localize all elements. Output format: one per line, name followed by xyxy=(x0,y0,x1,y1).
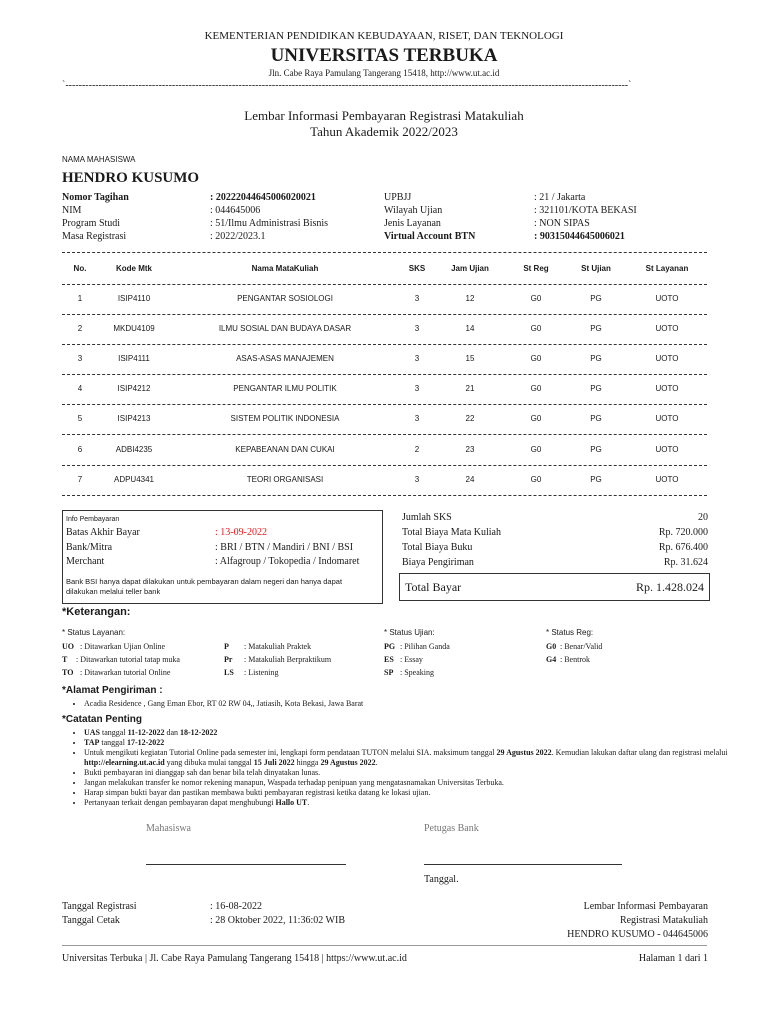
print-date-value: : 28 Oktober 2022, 11:36:02 WIB xyxy=(210,915,345,926)
row-kode: ADPU4341 xyxy=(113,475,155,484)
exam-region-value: : 321101/KOTA BEKASI xyxy=(534,205,637,216)
upbjj-label: UPBJJ xyxy=(384,192,412,203)
course-fee-value: Rp. 720.000 xyxy=(658,527,708,538)
footer-rule xyxy=(62,945,707,946)
row-sks: 3 xyxy=(414,414,420,423)
ministry-name: KEMENTERIAN PENDIDIKAN KEBUDAYAAN, RISET, DAN TEKNOLOGI xyxy=(204,30,564,42)
reg-status-title: * Status Reg: xyxy=(546,628,594,637)
row-jam: 21 xyxy=(465,384,475,393)
header-kode: Kode Mtk xyxy=(116,264,152,273)
header-st-layanan: St Layanan xyxy=(645,264,689,273)
bsi-note: Bank BSI hanya dapat dilakukan untuk pembayaran dalam negeri dan hanya dapat dilakukan melalui teller bank xyxy=(66,577,343,596)
status-desc: : Pilihan Ganda xyxy=(400,642,450,651)
course-fee-label: Total Biaya Mata Kuliah xyxy=(402,527,501,538)
row-nama: TEORI ORGANISASI xyxy=(246,475,324,484)
bank-label: Bank/Mitra xyxy=(66,542,113,553)
note-valid-proof: • Bukti pembayaran ini dianggap sah dan benar bila telah dinyatakan lunas. xyxy=(84,768,729,778)
total-label: Total Bayar xyxy=(405,580,462,594)
row-st-ujian: PG xyxy=(590,324,602,333)
registration-date-value: : 16-08-2022 xyxy=(210,901,262,912)
merchant-value: : Alfagroup / Tokopedia / Indomaret xyxy=(215,556,360,567)
book-fee-label: Total Biaya Buku xyxy=(402,542,473,553)
deadline-label: Batas Akhir Bayar xyxy=(66,527,140,538)
note-keep-proof: • Harap simpan bukti bayar dan pastikan membawa bukti pembayaran registrasi ketika datang ke lokasi ujian. xyxy=(84,788,729,798)
table-row xyxy=(62,445,707,459)
row-sks: 3 xyxy=(414,475,420,484)
status-desc: : Bentrok xyxy=(560,655,590,664)
status-code: G4 xyxy=(546,655,557,664)
status-code: G0 xyxy=(546,642,557,651)
note-uas: • UAS tanggal 11-12-2022 dan 18-12-2022 xyxy=(84,728,729,738)
status-code: LS xyxy=(224,668,234,677)
row-no: 1 xyxy=(77,294,83,303)
table-row xyxy=(62,354,707,368)
row-nama: PENGANTAR SOSIOLOGI xyxy=(237,294,333,303)
row-st-ujian: PG xyxy=(590,475,602,484)
notes-title: *Keterangan: xyxy=(62,606,131,618)
status-desc: : Matakuliah Praktek xyxy=(244,642,312,651)
header-st-ujian: St Ujian xyxy=(581,264,611,273)
sks-total-label: Jumlah SKS xyxy=(402,512,452,523)
doc-owner: HENDRO KUSUMO - 044645006 xyxy=(567,929,708,940)
row-sks: 3 xyxy=(414,294,420,303)
student-signature-line xyxy=(146,864,346,865)
important-notes-list xyxy=(62,728,729,808)
row-sks: 3 xyxy=(414,384,420,393)
table-row xyxy=(62,294,707,308)
status-code: TO xyxy=(62,668,74,677)
program-value: : 51/Ilmu Administrasi Bisnis xyxy=(210,218,329,229)
row-st-ujian: PG xyxy=(590,384,602,393)
shipping-fee-label: Biaya Pengiriman xyxy=(402,557,474,568)
period-label: Masa Registrasi xyxy=(62,231,127,242)
row-sks: 3 xyxy=(414,354,420,363)
row-sks: 3 xyxy=(414,324,420,333)
status-desc: : Listening xyxy=(244,668,279,677)
row-st-reg: G0 xyxy=(530,475,542,484)
row-st-reg: G0 xyxy=(530,354,542,363)
row-st-reg: G0 xyxy=(530,445,542,454)
note-contact: • Pertanyaan terkait dengan pembayaran dapat menghubungi Hallo UT. xyxy=(84,798,729,808)
row-rule xyxy=(62,404,707,405)
payment-info-title: Info Pembayaran xyxy=(66,516,120,523)
status-desc: : Essay xyxy=(400,655,423,664)
period-value: : 2022/2023.1 xyxy=(210,231,266,242)
row-kode: ISIP4212 xyxy=(117,384,151,393)
note-tap: • TAP tanggal 17-12-2022 xyxy=(84,738,729,748)
row-jam: 12 xyxy=(465,294,475,303)
status-desc: : Ditawarkan tutorial Online xyxy=(80,668,171,677)
status-desc: : Ditawarkan Ujian Online xyxy=(80,642,166,651)
exam-region-label: Wilayah Ujian xyxy=(384,205,443,216)
footer-address: Universitas Terbuka | Jl. Cabe Raya Pamulang Tangerang 15418 | https://www.ut.ac.id xyxy=(62,953,407,964)
status-code: UO xyxy=(62,642,74,651)
print-date-label: Tanggal Cetak xyxy=(62,915,120,926)
status-code: P xyxy=(224,642,229,651)
bank-signature-line xyxy=(424,864,622,865)
row-nama: ASAS-ASAS MANAJEMEN xyxy=(236,354,334,363)
row-st-layanan: UOTO xyxy=(655,445,679,454)
invoice-number-value: : 20222044645006020021 xyxy=(210,192,316,203)
row-st-ujian: PG xyxy=(590,354,602,363)
row-rule xyxy=(62,344,707,345)
university-name: UNIVERSITAS TERBUKA xyxy=(270,45,498,66)
table-header-row xyxy=(62,264,707,278)
table-row xyxy=(62,324,707,338)
header-no: No. xyxy=(73,264,87,273)
note-fraud-warning: • Jangan melakukan transfer ke nomor rekening manapun, Waspada terhadap penipuan yang mengatasnamakan Universitas Terbuka. xyxy=(84,778,729,788)
row-st-reg: G0 xyxy=(530,414,542,423)
row-sks: 2 xyxy=(414,445,420,454)
row-no: 4 xyxy=(77,384,83,393)
total-box xyxy=(399,573,710,601)
table-bottom-rule xyxy=(62,495,707,496)
important-notes-title: *Catatan Penting xyxy=(62,714,143,725)
header-sks: SKS xyxy=(408,264,426,273)
row-jam: 22 xyxy=(465,414,475,423)
shipping-address-value: • Acadia Residence , Gang Eman Ebor, RT 02 RW 04,, Jatiasih, Kota Bekasi, Jawa Barat xyxy=(84,699,724,709)
virtual-account-value: : 90315044645006021 xyxy=(534,231,625,242)
row-no: 3 xyxy=(77,354,83,363)
total-value: Rp. 1.428.024 xyxy=(635,580,704,594)
table-top-rule xyxy=(62,252,707,253)
doc-type-line2: Registrasi Matakuliah xyxy=(619,915,708,926)
registration-date-label: Tanggal Registrasi xyxy=(62,901,137,912)
status-code: ES xyxy=(384,655,394,664)
shipping-address-title: *Alamat Pengiriman : xyxy=(62,685,163,696)
row-nama: KEPABEANAN DAN CUKAI xyxy=(235,445,335,454)
row-rule xyxy=(62,374,707,375)
service-type-label: Jenis Layanan xyxy=(384,218,441,229)
row-jam: 14 xyxy=(465,324,475,333)
upbjj-value: : 21 / Jakarta xyxy=(534,192,586,203)
row-st-ujian: PG xyxy=(590,445,602,454)
page-number: Halaman 1 dari 1 xyxy=(638,953,708,964)
table-row xyxy=(62,414,707,428)
header-st-reg: St Reg xyxy=(523,264,549,273)
row-nama: ILMU SOSIAL DAN BUDAYA DASAR xyxy=(218,324,352,333)
row-rule xyxy=(62,314,707,315)
book-fee-value: Rp. 676.400 xyxy=(658,542,708,553)
status-code: PG xyxy=(384,642,396,651)
row-no: 7 xyxy=(77,475,83,484)
note-tuton: • Untuk mengikuti kegiatan Tutorial Online pada semester ini, lengkapi form pendataan TUTON melalui SIA. maksimum tanggal 29 Agustus 2022. Kemudian lakukan daftar ulang dan registrasi melalui http://elearning.ut.ac.id yang dibuka mulai tanggal 15 Juli 2022 hingga 29 Agustus 2022. xyxy=(84,748,729,768)
status-code: T xyxy=(62,655,68,664)
row-jam: 24 xyxy=(465,475,475,484)
row-st-layanan: UOTO xyxy=(655,475,679,484)
row-no: 2 xyxy=(77,324,83,333)
program-label: Program Studi xyxy=(62,218,121,229)
row-st-reg: G0 xyxy=(530,324,542,333)
academic-year: Tahun Akademik 2022/2023 xyxy=(310,124,458,139)
doc-type-line1: Lembar Informasi Pembayaran xyxy=(583,901,708,912)
row-st-ujian: PG xyxy=(590,294,602,303)
row-st-reg: G0 xyxy=(530,294,542,303)
virtual-account-label: Virtual Account BTN xyxy=(384,231,476,242)
row-kode: ISIP4213 xyxy=(117,414,151,423)
service-status-title: * Status Layanan: xyxy=(62,628,126,637)
row-no: 5 xyxy=(77,414,83,423)
row-st-layanan: UOTO xyxy=(655,354,679,363)
student-name: HENDRO KUSUMO xyxy=(62,170,200,186)
row-jam: 15 xyxy=(465,354,475,363)
document-title: Lembar Informasi Pembayaran Registrasi Matakuliah xyxy=(244,108,524,123)
row-st-reg: G0 xyxy=(530,384,542,393)
invoice-number-label: Nomor Tagihan xyxy=(62,192,129,203)
row-kode: ISIP4110 xyxy=(117,294,151,303)
status-desc: : Ditawarkan tutorial tatap muka xyxy=(76,655,180,664)
nim-value: : 044645006 xyxy=(210,205,261,216)
status-code: Pr xyxy=(224,655,233,664)
row-nama: SISTEM POLITIK INDONESIA xyxy=(230,414,340,423)
payment-info-box xyxy=(62,510,383,604)
row-kode: ADBI4235 xyxy=(115,445,153,454)
row-st-layanan: UOTO xyxy=(655,324,679,333)
row-st-layanan: UOTO xyxy=(655,384,679,393)
row-jam: 23 xyxy=(465,445,475,454)
row-nama: PENGANTAR ILMU POLITIK xyxy=(233,384,337,393)
status-code: SP xyxy=(384,668,394,677)
shipping-address xyxy=(62,699,724,709)
nim-label: NIM xyxy=(62,205,82,216)
header-separator: `-------------------------------------------------------------------------------------------------------------------------------------------------------------------------` xyxy=(62,80,632,91)
status-desc: : Benar/Valid xyxy=(560,642,603,651)
header-jam: Jam Ujian xyxy=(451,264,489,273)
date-label: Tanggal. xyxy=(424,874,459,885)
row-st-layanan: UOTO xyxy=(655,414,679,423)
row-rule xyxy=(62,434,707,435)
row-st-ujian: PG xyxy=(590,414,602,423)
row-st-layanan: UOTO xyxy=(655,294,679,303)
row-rule xyxy=(62,465,707,466)
exam-status-title: * Status Ujian: xyxy=(384,628,435,637)
row-no: 6 xyxy=(77,445,83,454)
table-row xyxy=(62,384,707,398)
merchant-label: Merchant xyxy=(66,556,105,567)
service-type-value: : NON SIPAS xyxy=(534,218,590,229)
row-kode: MKDU4109 xyxy=(113,324,155,333)
bank-value: : BRI / BTN / Mandiri / BNI / BSI xyxy=(215,542,354,553)
shipping-fee-value: Rp. 31.624 xyxy=(663,557,708,568)
deadline-value: : 13-09-2022 xyxy=(215,527,267,538)
student-name-label: NAMA MAHASISWA xyxy=(62,155,136,164)
sks-total-value: 20 xyxy=(698,512,708,523)
table-row xyxy=(62,475,707,489)
student-signature-label: Mahasiswa xyxy=(146,823,191,834)
row-kode: ISIP4111 xyxy=(118,354,150,363)
university-address: Jln. Cabe Raya Pamulang Tangerang 15418, http://www.ut.ac.id xyxy=(268,68,500,78)
table-header-rule xyxy=(62,284,707,285)
status-desc: : Speaking xyxy=(400,668,434,677)
header-nama: Nama MataKuliah xyxy=(251,264,319,273)
bank-officer-signature-label: Petugas Bank xyxy=(424,823,479,834)
status-desc: : Matakuliah Berpraktikum xyxy=(244,655,332,664)
